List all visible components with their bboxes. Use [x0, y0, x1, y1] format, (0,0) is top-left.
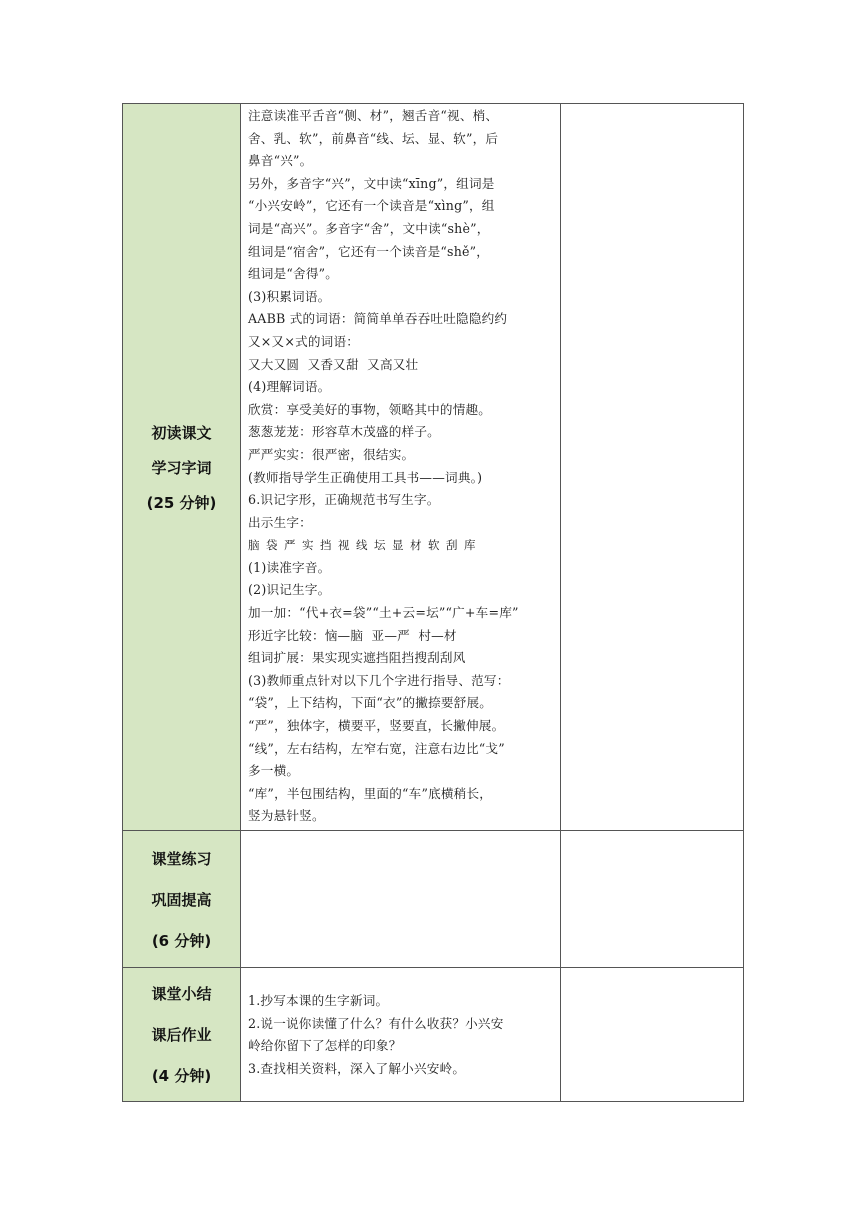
label-line: 课堂练习 — [151, 849, 212, 868]
content-line: (教师指导学生正确使用工具书——词典。) — [248, 469, 483, 485]
content-line: (3)积累词语。 — [248, 288, 331, 304]
content-line: (4)理解词语。 — [248, 379, 331, 395]
content-line: 又×又×式的词语： — [248, 333, 360, 349]
content-line: (1)读准字音。 — [248, 559, 331, 575]
content-line: 葱葱茏茏：形容草木茂盛的样子。 — [248, 424, 440, 440]
content-line: 严严实实：很严密，很结实。 — [248, 446, 415, 462]
content-line: 另外，多音字“兴”，文中读“xīng”，组词是 — [248, 175, 495, 191]
content-line: “严”，独体字，横要平，竖要直，长撇伸展。 — [248, 718, 505, 734]
section-label-reading — [123, 104, 241, 831]
label-line: 初读课文 — [151, 423, 212, 442]
content-cell-homework — [241, 968, 561, 1102]
table-row-practice — [123, 831, 744, 968]
notes-cell-reading — [561, 104, 744, 831]
lesson-plan-table — [122, 103, 744, 1102]
content-line: 出示生字： — [248, 514, 312, 530]
content-line: 又大又圆 又香又甜 又高又壮 — [248, 356, 419, 372]
content-line: 岭给你留下了怎样的印象？ — [248, 1038, 402, 1054]
content-line: 舍、乳、软”，前鼻音“线、坛、显、软”，后 — [248, 130, 499, 146]
label-line: 课堂小结 — [151, 985, 212, 1003]
content-line: 鼻音“兴”。 — [248, 153, 313, 169]
content-line: 加一加：“代+衣=袋”“土+云=坛”“广+车=库” — [248, 605, 519, 621]
label-line: (4 分钟) — [151, 1067, 212, 1085]
table-row-reading — [123, 104, 744, 831]
label-line: 学习字词 — [151, 458, 212, 477]
section-label-practice — [123, 831, 241, 968]
content-line: 组词扩展：果实现实遮挡阻挡搜刮刮风 — [248, 650, 466, 666]
label-line: (6 分钟) — [151, 931, 212, 950]
section-label-summary — [123, 968, 241, 1102]
table-row-summary — [123, 968, 744, 1102]
content-line: 竖为悬针竖。 — [248, 808, 325, 824]
content-line: 1.抄写本课的生字新词。 — [248, 993, 389, 1008]
content-line: “小兴安岭”，它还有一个读音是“xìng”，组 — [248, 198, 495, 214]
content-line: 词是“高兴”。多音字“舍”，文中读“shè”， — [248, 220, 490, 236]
content-line: 欣赏：享受美好的事物，领略其中的情趣。 — [248, 401, 492, 417]
content-line: 组词是“宿舍”，它还有一个读音是“shě”， — [248, 243, 490, 259]
content-line: 组词是“舍得”。 — [248, 266, 339, 282]
content-line: 2.说一说你读懂了什么？有什么收获？小兴安 — [248, 1015, 504, 1031]
content-line: 6.识记字形，正确规范书写生字。 — [248, 492, 440, 508]
content-line: 形近字比较：恼—脑 亚—严 村—材 — [248, 627, 457, 643]
content-line: 多一横。 — [248, 763, 300, 779]
content-line: “线”，左右结构，左窄右宽，注意右边比“戈” — [248, 740, 505, 756]
content-line: AABB 式的词语：简简单单吞吞吐吐隐隐约约 — [248, 311, 508, 327]
content-line: (2)识记生字。 — [248, 582, 331, 598]
content-cell-reading — [241, 104, 561, 831]
content-line: 注意读准平舌音“侧、材”，翘舌音“视、梢、 — [248, 108, 499, 123]
label-line: 巩固提高 — [151, 890, 212, 909]
label-line: (25 分钟) — [146, 493, 217, 512]
notes-cell-summary — [561, 968, 744, 1102]
label-line: 课后作业 — [151, 1026, 212, 1044]
new-characters-line: 脑袋严实挡视线坛显材软刮库 — [248, 538, 482, 553]
notes-cell-practice — [561, 831, 744, 968]
content-cell-practice — [241, 831, 561, 968]
content-line: “袋”，上下结构，下面“衣”的撇捺要舒展。 — [248, 695, 493, 711]
content-line: (3)教师重点针对以下几个字进行指导、范写： — [248, 672, 510, 688]
content-line: “库”，半包围结构，里面的“车”底横稍长， — [248, 785, 493, 801]
content-line: 3.查找相关资料，深入了解小兴安岭。 — [248, 1060, 466, 1076]
